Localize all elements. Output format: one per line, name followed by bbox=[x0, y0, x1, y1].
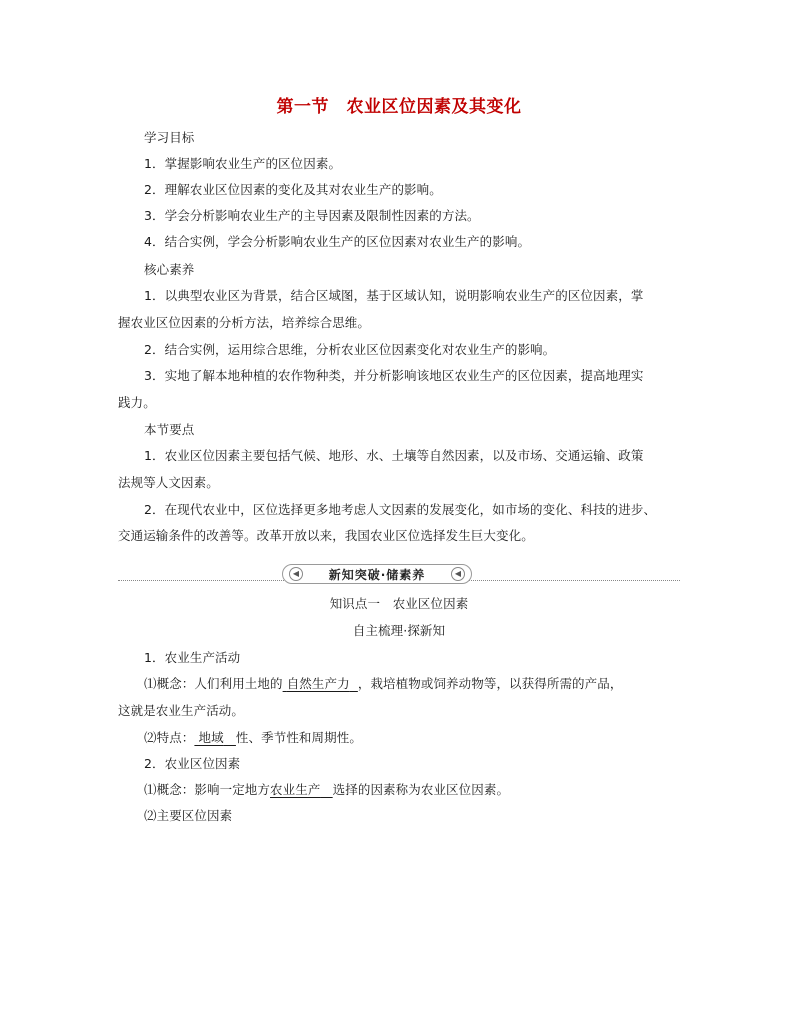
keypoint-item-continued: 交通运输条件的改善等。改革开放以来，我国农业区位选择发生巨大变化。 bbox=[118, 528, 534, 543]
blank-text: 自然生产力 bbox=[286, 676, 350, 691]
feature-text: 性、季节性和周期性。 bbox=[235, 730, 362, 745]
knowledge-heading: 知识点一 农业区位因素 bbox=[329, 596, 469, 611]
objective-item: 2．理解农业区位因素的变化及其对农业生产的影响。 bbox=[144, 182, 442, 197]
concept-line bbox=[118, 782, 680, 798]
banner-label: 新知突破·储素养 bbox=[328, 568, 426, 582]
subsection-title: ⑵主要区位因素 bbox=[144, 808, 233, 823]
concept-text: ⑴概念：人们利用土地的 bbox=[144, 676, 283, 691]
banner-pill bbox=[282, 564, 472, 584]
play-right-icon: ◀ bbox=[451, 567, 465, 581]
keypoint-item: 1．农业区位因素主要包括气候、地形、水、土壤等自然因素，以及市场、交通运输、政策 bbox=[144, 448, 644, 463]
literacy-item-continued: 践力。 bbox=[118, 395, 156, 410]
objectives-heading: 学习目标 bbox=[144, 130, 195, 145]
page-title: 第一节 农业区位因素及其变化 bbox=[276, 97, 522, 117]
keypoint-item: 2．在现代农业中，区位选择更多地考虑人文因素的发展变化，如市场的变化、科技的进步、 bbox=[144, 502, 657, 517]
fill-blank-answer bbox=[270, 782, 333, 797]
play-left-icon: ◀ bbox=[289, 567, 303, 581]
concept-text: ⑴概念：影响一定地方 bbox=[144, 782, 271, 797]
keypoints-heading: 本节要点 bbox=[144, 422, 195, 437]
literacy-item-continued: 握农业区位因素的分析方法，培养综合思维。 bbox=[118, 315, 371, 330]
fill-blank-answer bbox=[283, 676, 358, 691]
objective-item: 1．掌握影响农业生产的区位因素。 bbox=[144, 156, 342, 171]
literacy-heading: 核心素养 bbox=[144, 262, 195, 277]
literacy-item: 1．以典型农业区为背景，结合区域图，基于区域认知，说明影响农业生产的区位因素，掌 bbox=[144, 288, 644, 303]
keypoint-item-continued: 法规等人文因素。 bbox=[118, 475, 219, 490]
literacy-item: 2．结合实例，运用综合思维，分析农业区位因素变化对农业生产的影响。 bbox=[144, 342, 556, 357]
literacy-item: 3．实地了解本地种植的农作物种类，并分析影响该地区农业生产的区位因素，提高地理实 bbox=[144, 368, 644, 383]
objective-item: 4．结合实例，学会分析影响农业生产的区位因素对农业生产的影响。 bbox=[144, 234, 531, 249]
blank-text: 农业生产 bbox=[270, 782, 321, 797]
concept-line bbox=[118, 676, 680, 692]
knowledge-subheading: 自主梳理·探新知 bbox=[352, 623, 446, 638]
section-banner bbox=[118, 563, 680, 585]
concept-line-continued: 这就是农业生产活动。 bbox=[118, 703, 245, 718]
objective-item: 3．学会分析影响农业生产的主导因素及限制性因素的方法。 bbox=[144, 208, 480, 223]
concept-text: ，栽培植物或饲养动物等，以获得所需的产品， bbox=[357, 676, 623, 691]
fill-blank-answer bbox=[194, 730, 236, 745]
concept-text: 选择的因素称为农业区位因素。 bbox=[332, 782, 510, 797]
feature-line bbox=[118, 730, 680, 746]
feature-text: ⑵特点： bbox=[144, 730, 195, 745]
section-title: 1．农业生产活动 bbox=[144, 650, 241, 665]
blank-text: 地域 bbox=[198, 730, 224, 745]
section-title: 2．农业区位因素 bbox=[144, 756, 241, 771]
